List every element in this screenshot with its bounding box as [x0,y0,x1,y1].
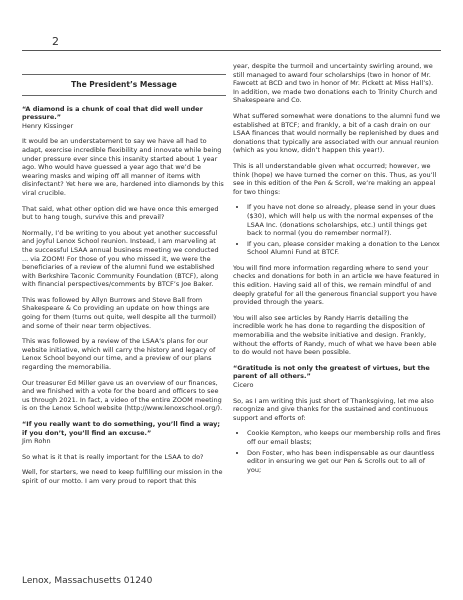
quote-rohn: “If you really want to do something, you’ll find a way; if you don’t, you’ll find an excuse.” [22,420,220,437]
top-rule [22,50,441,51]
list-item: • Don Foster, who has been indispensable as our dauntless editor in ensuring we get our Pen & Scrolls out to all of you; [247,449,441,475]
section-title: The President’s Message [22,74,226,96]
page-number: 2 [52,35,59,48]
paragraph: Well, for starters, we need to keep fulfilling our mission in the spirit of our motto. I am very proud to report that this [22,468,223,485]
left-column [22,62,226,493]
paragraph: What suffered somewhat were donations to the alumni fund we established at BTCF; and frankly, a bit of a cash drain on our LSAA finances that would normally be replenished by dues and donations that typically are associated with our annual reunion (which as you know, didn’t happen this year!). [233,111,441,155]
paragraph: You will find more information regarding where to send your checks and donations for both in an article we have featured in this edition. Having said all of this, we remain mindful of and deeply grateful for all the generous financial support you have provided through the years. [233,263,440,307]
paragraph: You will also see articles by Randy Harris detailing the incredible work he has done to regarding the disposition of memorabilia and the website initiative and design. Frankly, without the efforts of Randy, much of what we have been able to do would not have been possible. [233,313,437,357]
paragraph: That said, what other option did we have once this emerged but to hang tough, survive this and prevail? [22,204,219,222]
thanks-list [233,429,441,474]
appeal-list [233,203,441,257]
right-column [233,62,441,481]
paragraph: Normally, I’d be writing to you about yet another successful and joyful Lenox School reunion. Instead, I am marveling at the successful LSAA annual business meeting we conducted ... via ZOOM! For those of you who missed it, we were the beneficiaries of a review of the alumni fund we established with Berkshire Taconic Community Foundation (BTCF), along with financial perspectives/comments by BTCF’s Joe Baker. [22,228,219,289]
quote-rohn-author: Jim Rohn [22,437,51,446]
quote-cicero: “Gratitude is not only the greatest of virtues, but the parent of all others.” [233,363,430,381]
paragraph: This was followed by a review of the LSAA’s plans for our website initiative, which will carry the history and legacy of Lenox School beyond our time, and a preview of our plans regarding the memorabilia. [22,337,216,372]
footer-address: Lenox, Massachusetts 01240 [22,576,153,586]
quote-cicero-author: Cicero [233,381,254,389]
paragraph: This was followed by Allyn Burrows and Steve Ball from Shakespeare & Co providing an update on how things are going for them (turns out quite, well despite all the turmoil) and some of their near term objectives. [22,295,217,330]
paragraph: Our treasurer Ed Miller gave us an overview of our finances, and we finished with a vote for the board and officers to see us through 2021. In fact, a video of the entire ZOOM meeting is on the Lenox School website (http://www.lenoxschool.org/). [22,378,223,413]
list-item: • If you can, please consider making a donation to the Lenox School Alumni Fund at BTCF. [247,240,441,257]
quote-kissinger-author: Henry Kissinger [22,121,74,130]
list-item: • Cookie Kempton, who keeps our membership rolls and fires off our email blasts; [247,429,441,446]
paragraph: It would be an understatement to say we have all had to adapt, exercise incredible flexibility and innovate while being under pressure ever since this insanity started about 1 year ago. Who would have guessed a year ago that we’d be wearing masks and wiping off all manner of items with disinfectant? Yet here we are, hardened into diamonds by this viral crucible. [22,137,224,197]
paragraph: So what is it that is really important for the LSAA to do? [22,452,204,461]
list-item: • If you have not done so already, please send in your dues ($30), which will help us with the normal expenses of the LSAA Inc. (donations scholarships, etc.) until things get back to normal (you do remember normal?). [247,203,441,237]
paragraph: year, despite the turmoil and uncertainty swirling around, we still managed to award four scholarships (two in honor of Mr. Fawcett at BCD and two in honor of Mr. Pickett at Miss Hall’s). In addition, we made two donations each to Trinity Church and Shakespeare and Co. [233,62,438,105]
paragraph: So, as I am writing this just short of Thanksgiving, let me also recognize and give thanks for the sustained and continuous support and efforts of: [233,396,434,422]
quote-kissinger: “A diamond is a chunk of coal that did well under pressure.” [22,104,203,122]
paragraph: This is all understandable given what occurred; however, we think (hope) we have turned the corner on this. Thus, as you’ll see in this edition of the Pen & Scroll, we’re making an appeal for two things: [233,161,437,196]
